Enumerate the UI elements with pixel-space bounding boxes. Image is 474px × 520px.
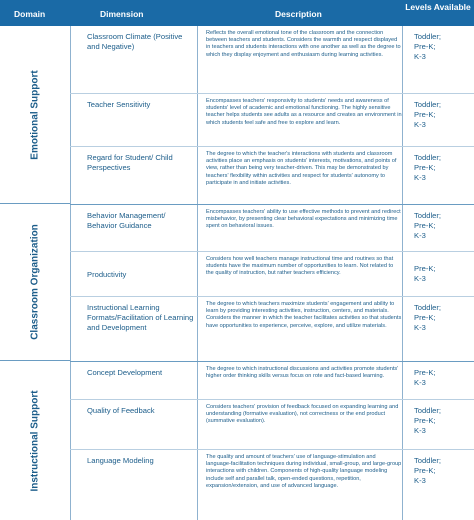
levels-available: Toddler; Pre-K; K-3 bbox=[414, 153, 442, 182]
dimension-description: The degree to which the teacher's interactions with students and classroom activities place an emphasis on students' interests, motivations, and points of view, rather than being very teacher-driven. This may be demonstrated by teachers' flexibility within activities and respect for students' autonomy to participate in and initiate activities. bbox=[206, 151, 397, 186]
levels-available: Pre-K; K-3 bbox=[414, 264, 436, 283]
domain-emotional-support bbox=[0, 26, 70, 204]
levels-available: Toddler; Pre-K; K-3 bbox=[414, 211, 442, 240]
dimension-name: Teacher Sensitivity bbox=[87, 100, 151, 109]
dimension-description: The quality and amount of teachers' use of language-stimulation and language-facilitation techniques during individual, small-group, and large-group interactions with children. Components of high-quality language modeling include self and parallel talk, open-ended questions, repetition, expansion/extension, and use of advanced language. bbox=[206, 454, 402, 489]
header-dimension: Dimension bbox=[100, 9, 144, 19]
table-row bbox=[70, 26, 474, 94]
levels-available: Toddler; Pre-K; K-3 bbox=[414, 100, 442, 129]
dimension-name: Instructional Learning Formats/Facilitation of Learning and Development bbox=[87, 303, 194, 332]
levels-available: Toddler; Pre-K; K-3 bbox=[414, 303, 442, 332]
levels-available: Toddler; Pre-K; K-3 bbox=[414, 32, 442, 61]
domain-instructional-support bbox=[0, 361, 70, 520]
table-row bbox=[70, 147, 474, 204]
dimension-name: Quality of Feedback bbox=[87, 406, 155, 415]
header-domain: Domain bbox=[14, 9, 46, 19]
levels-available: Toddler; Pre-K; K-3 bbox=[414, 456, 442, 485]
table-row bbox=[70, 297, 474, 361]
dimension-name: Classroom Climate (Positive and Negative) bbox=[87, 32, 183, 51]
dimension-description: The degree to which teachers maximize students' engagement and ability to learn by providing interesting activities, instruction, centers, and materials. Considers the manner in which the teacher facilitates activities so that students have opportunities to experience, perceive, explore, and utilize materials. bbox=[206, 301, 402, 329]
dimension-name: Productivity bbox=[87, 270, 127, 279]
dimension-description: Encompasses teachers' ability to use effective methods to prevent and redirect misbehavior, by presenting clear behavioral expectations and minimizing time spent on behavioral issues. bbox=[206, 209, 401, 230]
header-levels: Levels Available bbox=[405, 2, 471, 12]
table-row bbox=[70, 450, 474, 520]
table-row bbox=[70, 252, 474, 297]
dimension-description: Considers how well teachers manage instructional time and routines so that students have the maximum number of opportunities to learn. Not related to the quality of instruction, but rather teachers efficiency. bbox=[206, 256, 394, 277]
dimension-name: Concept Development bbox=[87, 368, 163, 377]
dimension-name: Regard for Student/ Child Perspectives bbox=[87, 153, 173, 172]
table-row bbox=[70, 400, 474, 450]
domain-label: Emotional Support bbox=[29, 69, 41, 160]
domain-label: Instructional Support bbox=[29, 389, 41, 492]
dimension-description: Considers teachers' provision of feedback focused on expanding learning and understanding (formative evaluation), not correctness or the end product (summative evaluation). bbox=[206, 404, 399, 425]
domain-label: Classroom Organization bbox=[29, 224, 41, 340]
dimension-description: The degree to which instructional discussions and activities promote students' higher order thinking skills versus focus on rote and fact-based learning. bbox=[206, 366, 399, 380]
table-row bbox=[70, 362, 474, 400]
dimension-description: Reflects the overall emotional tone of the classroom and the connection between teachers and students. Considers the warmth and respect displayed in teachers and students interactions with one another as well as the degree to which they display enjoyment and enthusiasm during learning activities. bbox=[206, 30, 401, 58]
table-row bbox=[70, 205, 474, 252]
domain-classroom-organization bbox=[0, 204, 70, 361]
header-description: Description bbox=[275, 9, 322, 19]
levels-available: Toddler; Pre-K; K-3 bbox=[414, 406, 442, 435]
dimension-description: Encompasses teachers' responsivity to students' needs and awareness of students' level of academic and emotional functioning. The highly sensitive teacher helps students see adults as a resource and creates an environment in which students feel safe and free to explore and learn. bbox=[206, 98, 402, 126]
levels-available: Pre-K; K-3 bbox=[414, 368, 436, 387]
dimension-name: Language Modeling bbox=[87, 456, 154, 465]
table-row bbox=[70, 94, 474, 147]
dimension-name: Behavior Management/ Behavior Guidance bbox=[87, 211, 166, 230]
table-header bbox=[0, 0, 474, 26]
